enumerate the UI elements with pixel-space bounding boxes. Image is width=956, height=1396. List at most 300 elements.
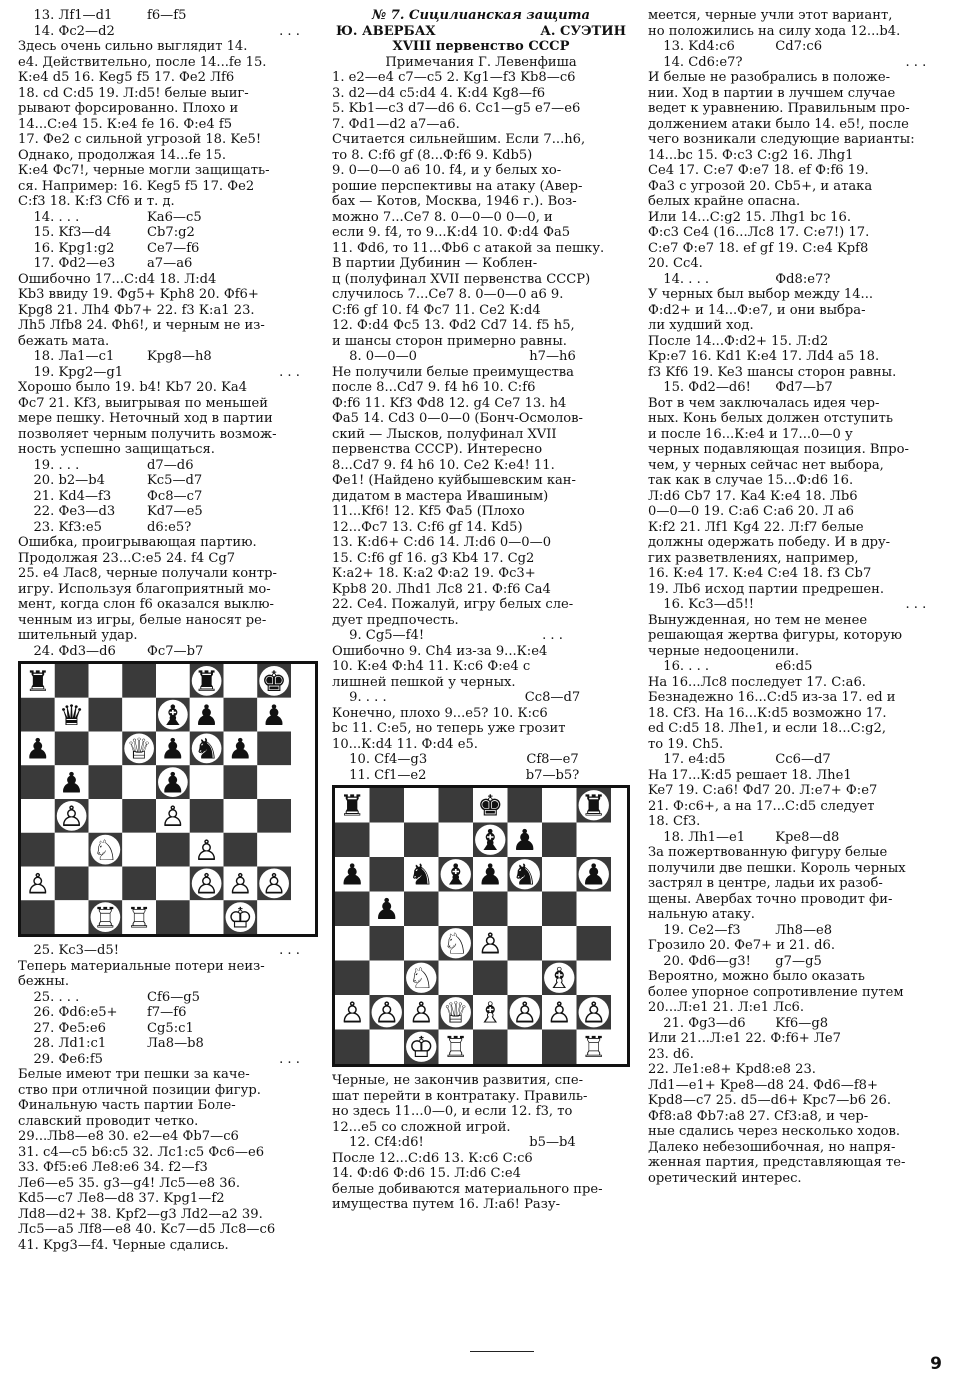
white-pawn-icon: ♙ (227, 867, 254, 901)
black-move: g7—g5 (775, 953, 822, 969)
annotation-text (332, 644, 630, 691)
black-move (775, 597, 887, 613)
board-square (370, 1030, 405, 1065)
text-line: После 14...Ф:d2+ 15. Л:d2 (648, 333, 829, 349)
move-line (18, 990, 318, 1006)
white-rook-icon: ♖ (92, 901, 119, 934)
text-line: Kp:e7 16. Kd1 К:e4 17. Лd4 a5 18. (648, 349, 880, 364)
annotation-text (18, 380, 318, 458)
move-line (648, 1016, 944, 1032)
white-move: 23. Kf3:e5 (33, 519, 102, 535)
black-move: Ka6—c5 (147, 209, 202, 225)
move-line (648, 923, 944, 939)
white-move: 13. Лf1—d1 (33, 8, 113, 23)
text-line: меется, черные учли этот вариант, (648, 8, 893, 23)
black-move: Ce7—f6 (147, 240, 200, 256)
move-line (332, 768, 630, 784)
black-move: Фd7—b7 (775, 380, 833, 395)
text-line: 10...К:d4 11. Ф:d4 e5. (332, 736, 478, 752)
text-line: 18. Cf3. На 16...К:d5 возможно 17. (648, 705, 887, 721)
text-line: 31. c4—c5 b6:c5 32. Лc1:c5 Фc6—e6 (18, 1144, 265, 1160)
board-square (156, 900, 190, 934)
text-line: К:e4 d5 16. Keg5 f5 17. Фe2 Лf6 (18, 70, 235, 85)
text-line: К:a2+ 18. К:a2 Ф:a2 19. Фc3+ (332, 566, 536, 581)
move-line (18, 520, 318, 536)
moves-block (18, 644, 318, 660)
board-square (439, 961, 474, 996)
board-square (224, 833, 258, 867)
text-line: 14...bc 15. Ф:c3 С:g2 16. Лhg1 (648, 147, 854, 163)
text-line: Л:d6 Cb7 17. Ka4 К:e4 18. Лb6 (648, 488, 858, 504)
board-square (122, 765, 156, 799)
white-pawn-icon: ♙ (408, 995, 435, 1030)
white-pawn-icon: ♙ (477, 926, 504, 961)
text-line: оретический интерес. (648, 1170, 802, 1186)
ellipsis (261, 458, 318, 474)
text-line: 12...e5 со сложной игрой. (332, 1119, 511, 1135)
text-line: Лc5—a5 Лf8—e8 40. Kc7—d5 Лc8—c6 (18, 1222, 276, 1237)
text-line: Kb3 ввиду 19. Фg5+ Kph8 20. Фf6+ (18, 287, 259, 302)
moves-block (18, 458, 318, 536)
board-square (473, 961, 508, 996)
black-knight-icon: ♞ (193, 732, 220, 766)
black-move: Kd7—e5 (147, 504, 203, 519)
white-move: 15. Kf3—d4 (33, 225, 112, 240)
text-line: 1. e2—e4 c7—c5 2. Kg1—f3 Kb8—c6 (332, 70, 576, 85)
annotation-text (18, 535, 318, 644)
move-line (648, 752, 944, 768)
black-move: Фc7—b7 (147, 643, 204, 659)
white-player: Ю. АВЕРБАХ (336, 23, 436, 39)
text-line: За пожертвованную фигуру белые (648, 845, 888, 860)
black-move: Kc5—d7 (147, 473, 203, 488)
board-square (577, 823, 612, 858)
black-move: Фd8:e7? (775, 271, 831, 287)
ellipsis (888, 380, 944, 396)
board-square (257, 900, 291, 934)
ellipsis (261, 210, 318, 226)
white-queen-icon: ♕ (126, 732, 152, 766)
white-move: 16. Kc3—d5!! (663, 597, 755, 612)
black-move: f6—f5 (147, 8, 187, 23)
white-pawn-icon: ♙ (25, 867, 51, 901)
ellipsis (888, 659, 944, 675)
black-move: Cd7:c6 (775, 39, 823, 54)
moves-block (648, 830, 944, 846)
black-rook-icon: ♜ (580, 788, 607, 823)
move-line (18, 1005, 318, 1021)
text-line: и шансы сторон примерно равны. (332, 333, 567, 349)
text-line: ство при отличной позиции фигур. (18, 1082, 261, 1098)
board-square (89, 664, 123, 698)
text-line: Финальную часть партии Боле- (18, 1098, 236, 1113)
text-line: случилось 7...Ce7 8. 0—0—0 a6 9. (332, 287, 564, 302)
annotation-text (648, 70, 944, 272)
black-move: a7—a6 (147, 256, 193, 271)
text-line: 17. Фe2 с сильной угрозой 18. Ke5! (18, 132, 262, 147)
text-line: Фc7 21. Kf3, выигрывая по меньшей (18, 395, 268, 411)
move-line (648, 380, 944, 396)
board-square (473, 892, 508, 927)
text-line: получили две пешки. Король черных (648, 860, 906, 876)
move-line (332, 349, 630, 365)
text-line: ведет к уравнению. Правильным про- (648, 101, 910, 116)
text-line: ных. Конь белых должен отступить (648, 411, 893, 426)
chess-diagram-1 (18, 661, 318, 937)
text-line: 19. Лb6 исход партии предрешен. (648, 581, 884, 597)
text-line: 23. d6. (648, 1046, 694, 1062)
white-pawn-icon: ♙ (193, 833, 220, 867)
white-knight-icon: ♘ (442, 926, 469, 961)
black-rook-icon: ♜ (339, 788, 366, 823)
moves-block (332, 690, 630, 706)
white-queen-icon: ♕ (442, 995, 469, 1030)
annotation-text (648, 845, 944, 923)
text-line: f3 Kf6 19. Ke3 шансы сторон равны. (648, 364, 897, 380)
text-line: 12...Фc7 13. С:f6 gf 14. Kd5) (332, 519, 523, 535)
ellipsis (888, 830, 944, 846)
moves-block (332, 1135, 630, 1151)
black-bishop-icon: ♝ (442, 857, 469, 892)
move-line (18, 256, 318, 272)
white-move: 24. Фd3—d6 (33, 643, 116, 659)
text-line: После 12...C:d6 13. К:c6 С:c6 (332, 1150, 533, 1166)
chess-diagram-2 (332, 785, 630, 1067)
board-square (257, 732, 291, 766)
move-line (18, 1036, 318, 1052)
white-move: 20. b2—b4 (33, 473, 105, 488)
move-line (648, 39, 944, 55)
text-line: если 9. f4, то 9...К:d4 10. Ф:d4 Фa5 (332, 225, 571, 240)
board-square (508, 1030, 543, 1065)
text-line: дует предпочесть. (332, 612, 459, 628)
text-line: Ошибка, проигрывающая партию. (18, 535, 257, 550)
text-line: 18. Cf3. (648, 814, 701, 829)
board-square (439, 823, 474, 858)
text-line: шительный удар. (18, 628, 138, 643)
ellipsis (261, 504, 318, 520)
text-line: Лh5 Лfb8 24. Фh6!, и черным не из- (18, 318, 265, 333)
board-square (577, 926, 612, 961)
ellipsis (261, 225, 318, 241)
text-line: бежать мата. (18, 333, 110, 349)
board-square (190, 900, 224, 934)
black-pawn-icon: ♟ (261, 698, 287, 732)
white-move: 16. . . . (663, 659, 710, 674)
moves-block (18, 990, 318, 1068)
text-line: e4. Действительно, после 14...fe 15. (18, 54, 267, 70)
board-square (224, 664, 258, 698)
text-line: У черных был выбор между 14... (648, 287, 874, 302)
text-line: ченным из игры, белые наносят ре- (18, 612, 267, 628)
board-square (224, 765, 258, 799)
divider-rule (470, 1351, 534, 1352)
text-line: чего возникали следующие варианты: (648, 132, 915, 147)
black-move: Cf8—e7 (526, 752, 579, 767)
text-line: чем, у черных сейчас нет выбора, (648, 457, 884, 473)
board-square (21, 900, 55, 934)
white-rook-icon: ♖ (580, 1030, 607, 1064)
text-line: нальную атаку. (648, 907, 755, 922)
text-line: 29...Лb8—e8 30. e2—e4 Фb7—c6 (18, 1129, 239, 1144)
black-move: Cb7:g2 (147, 225, 195, 240)
text-line: шат перейти в контратаку. Правиль- (332, 1088, 588, 1104)
text-line: Kpb8 20. Лhd1 Лc8 21. Ф:f6 Ca4 (332, 581, 551, 597)
black-pawn-icon: ♟ (511, 823, 538, 858)
white-move: 14. Фc2—d2 (33, 23, 115, 39)
ellipsis: . . . (279, 1051, 300, 1067)
white-move: 15. Фd2—d6! (663, 380, 751, 395)
ellipsis (888, 272, 944, 288)
board-square (404, 926, 439, 961)
text-line: С:f6 gf 10. f4 Фc7 11. Ce2 К:d4 (332, 302, 541, 318)
text-line: лишней пешкой у черных. (332, 674, 516, 690)
move-line (18, 644, 318, 660)
text-line: Далеко небезошибочная, но напря- (648, 1139, 896, 1155)
text-line: так как в случае 15...Ф:d6 16. (648, 473, 854, 488)
ellipsis (261, 241, 318, 257)
black-knight-icon: ♞ (511, 857, 538, 892)
black-move: . . . (542, 628, 563, 643)
board-square (190, 765, 224, 799)
column-2 (332, 8, 630, 1213)
ellipsis (888, 1016, 944, 1032)
page-number: 9 (930, 1354, 942, 1374)
white-move: 18. Лa1—c1 (33, 349, 115, 364)
moves-block (648, 39, 944, 70)
annotation-text (648, 396, 944, 598)
black-bishop-icon: ♝ (160, 698, 186, 732)
white-move: 9. Cg5—f4! (349, 628, 425, 643)
board-square (508, 788, 543, 823)
text-line: 12. Ф:d4 Фc5 13. Фd2 Cd7 14. f5 h5, (332, 318, 575, 333)
text-line: 7. Фd1—d2 a7—a6. (332, 116, 460, 132)
text-line: Безнадежно 16...С:d5 из-за 17. ed и (648, 690, 896, 705)
white-king-icon: ♔ (227, 901, 254, 934)
text-line: Теперь материальные потери неиз- (18, 958, 265, 974)
move-line (648, 659, 944, 675)
white-rook-icon: ♖ (442, 1030, 469, 1064)
move-line (18, 458, 318, 474)
ellipsis (261, 520, 318, 536)
board-square (577, 892, 612, 927)
white-bishop-icon: ♗ (477, 995, 504, 1030)
ellipsis: . . . (279, 364, 300, 380)
text-line: Вероятно, можно было оказать (648, 969, 865, 984)
text-line: К:f2 21. Лf1 Kg4 22. Л:f7 белые (648, 519, 864, 535)
black-pawn-icon: ♟ (477, 857, 504, 892)
white-pawn-icon: ♙ (58, 800, 85, 833)
board-square (335, 926, 370, 961)
black-move (147, 943, 261, 959)
text-line: ность успешно защищаться. (18, 442, 215, 457)
black-move: d6:e5? (147, 519, 192, 535)
white-pawn-icon: ♙ (160, 800, 186, 833)
text-line: Лe6—e5 35. g3—g4! Лc5—e8 36. (18, 1175, 241, 1191)
board-square (55, 732, 89, 766)
text-line: 13. К:d6+ С:d6 14. Л:d6 0—0—0 (332, 535, 552, 550)
black-pawn-icon: ♟ (373, 892, 400, 927)
text-line: 18. cd С:d5 19. Л:d5! белые выиг- (18, 85, 249, 101)
white-move: 25. Kc3—d5! (33, 943, 119, 958)
ellipsis: . . . (905, 54, 927, 70)
board-square (89, 799, 123, 833)
black-pawn-icon: ♟ (160, 766, 186, 800)
text-line: 10. К:e4 Ф:h4 11. К:c6 Ф:e4 с (332, 659, 531, 674)
text-line: бежны. (18, 974, 69, 989)
text-line: 8...Cd7 9. f4 h6 10. Ce2 К:e4! 11. (332, 457, 555, 473)
white-move: 12. Cf4:d6! (349, 1135, 424, 1150)
chess-board (335, 788, 611, 1064)
white-move: 8. 0—0—0 (349, 349, 417, 364)
move-line (18, 1052, 318, 1068)
column-3 (648, 8, 944, 1186)
black-move: b7—b5? (525, 767, 580, 783)
text-line: Вынужденная, но тем не менее (648, 612, 868, 628)
white-move: 29. Фe6:f5 (33, 1051, 103, 1067)
ellipsis (261, 489, 318, 505)
text-line: 20...Л:e1 21. Л:e1 Лc6. (648, 1000, 805, 1015)
white-move: 19. Kpg2—g1 (33, 364, 124, 380)
white-knight-icon: ♘ (408, 961, 435, 996)
move-line (18, 473, 318, 489)
black-move: Cf6—g5 (147, 989, 201, 1005)
ellipsis: . . . (279, 23, 300, 39)
text-line: 22. Лe1:e8+ Kpd8:e8 23. (648, 1062, 816, 1077)
white-pawn-icon: ♙ (580, 995, 607, 1030)
move-line (332, 1135, 630, 1151)
black-move: Kf6—g8 (775, 1015, 829, 1031)
white-move: 17. Фd2—e3 (33, 256, 116, 271)
text-line: bc 11. С:e5, но теперь уже грозит (332, 721, 566, 736)
annotation-text (648, 969, 944, 1016)
moves-block (648, 597, 944, 613)
text-line: рывают форсированно. Плохо и (18, 101, 239, 116)
board-square (89, 732, 123, 766)
black-queen-icon: ♛ (58, 698, 85, 732)
text-line: На 16...Лc8 последует 17. С:a6. (648, 674, 866, 690)
move-line (648, 597, 944, 613)
text-line: мере пешку. Неточный ход в партии (18, 411, 273, 426)
moves-block (648, 752, 944, 768)
board-square (508, 892, 543, 927)
text-line: должны одержать победу. И в дру- (648, 535, 891, 550)
text-line: Фf8:a8 Фb7:a8 27. Cf3:a8, и чер- (648, 1108, 869, 1124)
white-move: 11. Cf1—e2 (349, 767, 427, 783)
annotation-text (648, 1062, 944, 1186)
text-line: белых крайне опасна. (648, 194, 801, 209)
text-line: Черные, не закончив развития, спе- (332, 1073, 583, 1088)
text-line: Ф:f6 11. Kf3 Фd8 12. g4 Ce7 13. h4 (332, 395, 567, 411)
white-pawn-icon: ♙ (511, 995, 538, 1030)
text-line: Ce4 17. С:e7 Ф:e7 18. ef Ф:f6 19. (648, 163, 869, 178)
black-pawn-icon: ♟ (339, 857, 366, 892)
text-line: 21. Ф:c6+, а на 17...С:d5 следует (648, 798, 875, 814)
annotation-text (332, 1151, 630, 1213)
text-line: К:e4 Фc7!, черные могли защищать- (18, 163, 270, 178)
text-line: 11. Фd6, то 11...Фb6 с атакой за пешку. (332, 240, 605, 256)
white-move: 22. Фe3—d3 (33, 504, 116, 519)
moves-block (648, 954, 944, 970)
text-line: Вот в чем заключалась идея чер- (648, 395, 880, 411)
text-line: но положились на силу хода 12...b4. (648, 23, 901, 39)
move-line (18, 504, 318, 520)
text-line: 14. Ф:d6 Ф:d6 15. Л:d6 С:e4 (332, 1166, 522, 1181)
move-line (18, 241, 318, 257)
board-square (89, 698, 123, 732)
board-square (55, 900, 89, 934)
board-square (439, 788, 474, 823)
text-line: то 19. Ch5. (648, 736, 724, 752)
text-line: можно 7...Ce7 8. 0—0—0 0—0, и (332, 209, 553, 225)
black-move: Фc8—c7 (147, 488, 203, 504)
board-square (21, 765, 55, 799)
text-line: более упорное сопротивление путем (648, 984, 904, 1000)
text-line: В партии Дубинин — Коблен- (332, 256, 538, 271)
board-square (122, 867, 156, 901)
white-pawn-icon: ♙ (373, 995, 400, 1030)
black-pawn-icon: ♟ (227, 732, 254, 766)
board-square (542, 1030, 577, 1065)
move-line (18, 349, 318, 365)
text-line: решающая жертва фигуры, которую (648, 628, 903, 643)
text-line: Продолжая 23...С:e5 24. f4 Cg7 (18, 550, 236, 566)
black-rook-icon: ♜ (193, 665, 220, 698)
black-move: b5—b4 (529, 1135, 576, 1150)
move-line (332, 752, 630, 768)
annotator: Примечания Г. Левенфиша (385, 54, 577, 70)
board-square (335, 1030, 370, 1065)
moves-block (332, 349, 630, 365)
annotation-text (648, 768, 944, 830)
text-line: Ф:c3 Ce4 (16...Лc8 17. С:e7!) 17. (648, 225, 870, 240)
text-line: Фa3 с угрозой 20. Cb5+, и атака (648, 178, 873, 194)
annotation-text (332, 365, 630, 629)
moves-block (18, 349, 318, 380)
black-rook-icon: ♜ (25, 665, 51, 698)
text-line: Ф:d2+ и 14...Ф:e7, и они выбра- (648, 302, 866, 318)
board-square (89, 765, 123, 799)
board-square (257, 833, 291, 867)
board-square (21, 799, 55, 833)
text-line: ные сдались через несколько ходов. (648, 1124, 901, 1139)
move-line (648, 55, 944, 71)
board-square (370, 857, 405, 892)
move-line (18, 8, 318, 24)
text-line: Или 21...Л:e1 22. Ф:f6+ Лe7 (648, 1031, 841, 1046)
text-line: Лd1—e1+ Kpe8—d8 24. Фd6—f8+ (648, 1077, 878, 1093)
board-square (156, 833, 190, 867)
text-line: дидатом в мастера Ивашиным) (332, 488, 549, 504)
board-square (542, 892, 577, 927)
moves-block (18, 943, 318, 959)
text-line: С:f3 18. К:f3 Cf6 и т. д. (18, 194, 175, 209)
text-line: но здесь 11...0—0, и если 12. f3, то (332, 1104, 573, 1119)
black-move: Cc8—d7 (524, 690, 581, 705)
text-line: имущества путем 16. Л:a6! Разу- (332, 1197, 560, 1212)
black-move: Лa8—b8 (147, 1036, 204, 1051)
board-square (335, 823, 370, 858)
board-square (257, 799, 291, 833)
text-line: Однако, продолжая 14...fe 15. (18, 147, 226, 163)
text-line: Хорошо было 19. b4! Kb7 20. Ka4 (18, 380, 248, 395)
board-square (404, 788, 439, 823)
board-square (55, 664, 89, 698)
text-line: после 8...Cd7 9. f4 h6 10. С:f6 (332, 380, 536, 395)
board-square (224, 698, 258, 732)
text-line: игру. Используя благоприятный мо- (18, 581, 271, 597)
text-line: 11...Kf6! 12. Kf5 Фa5 (Плохо (332, 504, 525, 519)
